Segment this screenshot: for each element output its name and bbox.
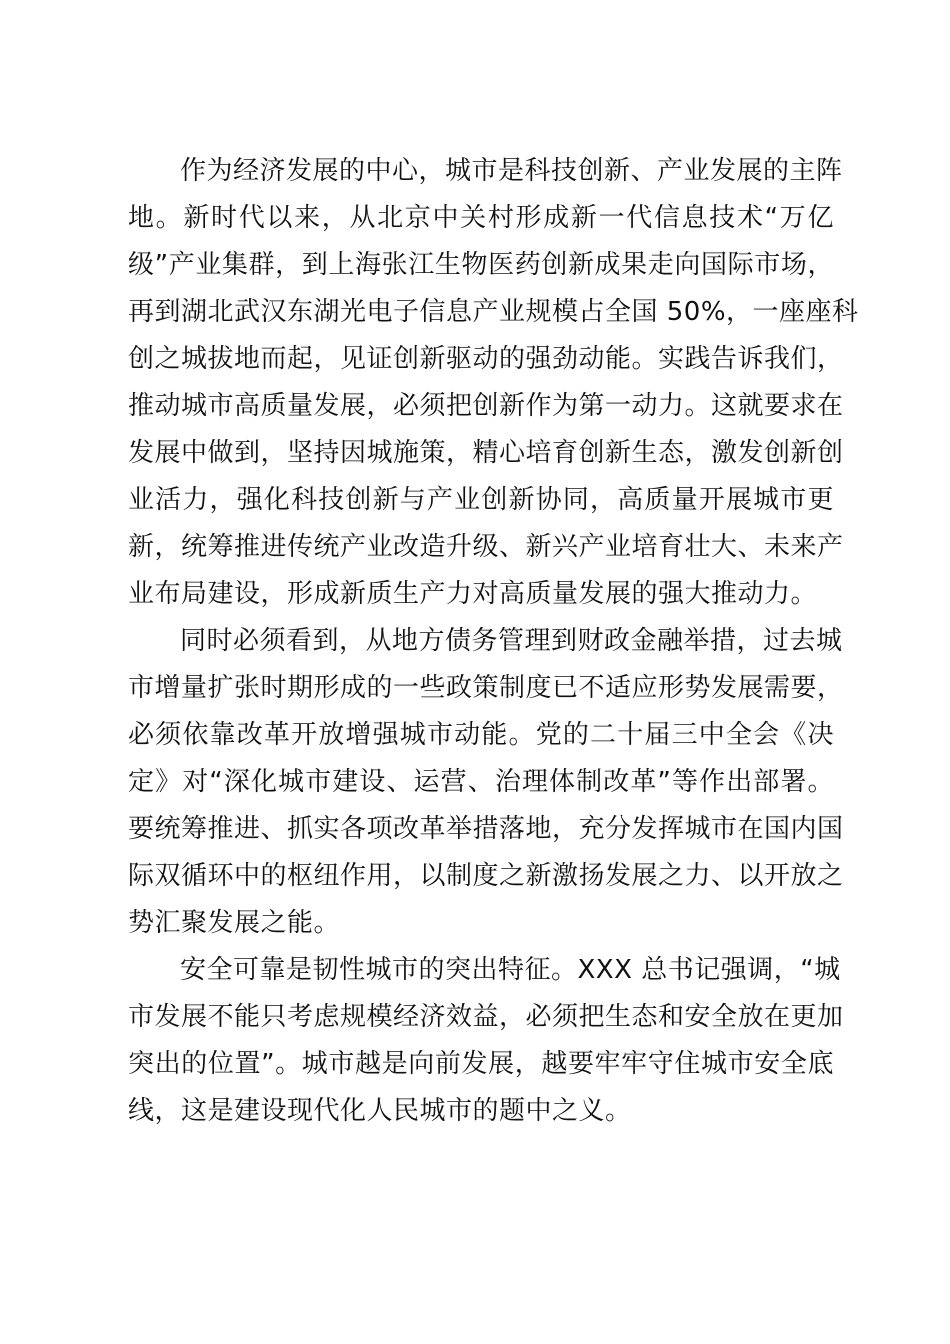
text-line: 新，统筹推进传统产业改造升级、新兴产业培育壮大、未来产	[128, 532, 844, 562]
paragraph-2	[128, 618, 844, 947]
text-line: 地。新时代以来，从北京中关村形成新一代信息技术“万亿	[128, 203, 834, 233]
text-line: 突出的位置”。城市越是向前发展，越要牢牢守住城市安全底	[128, 1049, 834, 1079]
text-line: 势汇聚发展之能。	[128, 908, 341, 938]
text-line: 级”产业集群，到上海张江生物医药创新成果走向国际市场，	[128, 250, 834, 280]
text-line: 定》对“深化城市建设、运营、治理体制改革”等作出部署。	[128, 767, 834, 797]
text-line: 际双循环中的枢纽作用，以制度之新激扬发展之力、以开放之	[128, 861, 844, 891]
text-line: 线，这是建设现代化人民城市的题中之义。	[128, 1096, 632, 1126]
text-line: 市发展不能只考虑规模经济效益，必须把生态和安全放在更加	[128, 1002, 844, 1032]
text-line: 发展中做到，坚持因城施策，精心培育创新生态，激发创新创	[128, 438, 844, 468]
document-body	[128, 148, 859, 1135]
text-line: 业布局建设，形成新质生产力对高质量发展的强大推动力。	[128, 579, 818, 609]
paragraph-3	[128, 947, 844, 1135]
text-line: 创之城拔地而起，见证创新驱动的强劲动能。实践告诉我们，	[128, 344, 844, 374]
text-line: 安全可靠是韧性城市的突出特征。XXX 总书记强调，“城	[180, 955, 841, 985]
text-line: 推动城市高质量发展，必须把创新作为第一动力。这就要求在	[128, 391, 844, 421]
text-line: 必须依靠改革开放增强城市动能。党的二十届三中全会《决	[128, 720, 834, 750]
text-line: 要统筹推进、抓实各项改革举措落地，充分发挥城市在国内国	[128, 814, 844, 844]
text-line: 市增量扩张时期形成的一些政策制度已不适应形势发展需要，	[128, 673, 844, 703]
paragraph-1	[128, 148, 859, 618]
text-line: 业活力，强化科技创新与产业创新协同，高质量开展城市更	[128, 485, 834, 515]
text-line: 再到湖北武汉东湖光电子信息产业规模占全国 50%，一座座科	[128, 297, 859, 327]
text-line: 同时必须看到，从地方债务管理到财政金融举措，过去城	[180, 626, 843, 656]
text-line: 作为经济发展的中心，城市是科技创新、产业发展的主阵	[180, 156, 843, 186]
